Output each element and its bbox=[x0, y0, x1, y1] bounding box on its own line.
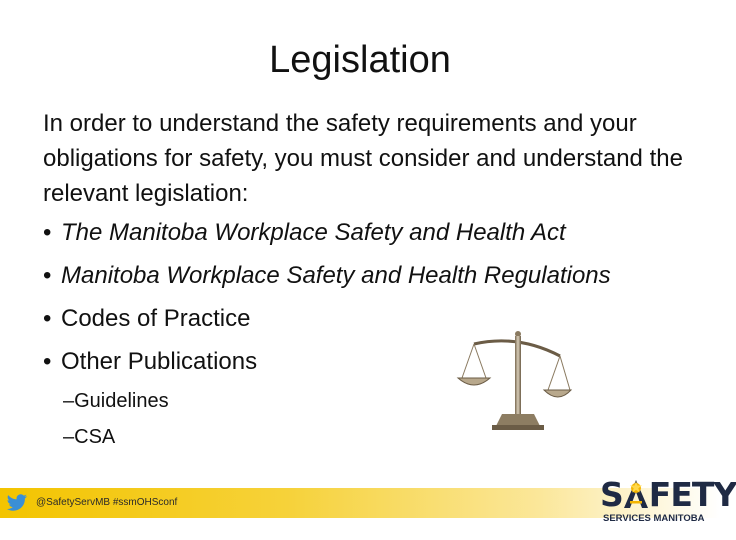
bullet-text: The Manitoba Workplace Safety and Health Act bbox=[61, 219, 566, 246]
bullet-text: Codes of Practice bbox=[61, 305, 251, 332]
footer-handle: @SafetyServMB #ssmOHSconf bbox=[36, 497, 178, 508]
bullet-text: Manitoba Workplace Safety and Health Regulations bbox=[61, 262, 611, 289]
logo-subtitle: SERVICES MANITOBA bbox=[603, 513, 705, 524]
safety-services-logo bbox=[600, 475, 736, 532]
bullet-text: Other Publications bbox=[61, 348, 258, 375]
bullet-symbol: • bbox=[43, 348, 52, 375]
bullet-item bbox=[43, 340, 703, 383]
intro-paragraph: In order to understand the safety requirements and your obligations for safety, you must consider and understand the relevant legislation: bbox=[43, 110, 683, 207]
sub-bullet-item: –CSA bbox=[63, 426, 116, 448]
bullet-item bbox=[43, 297, 703, 340]
bullet-symbol: • bbox=[43, 305, 52, 332]
bullet-symbol: • bbox=[43, 219, 52, 246]
twitter-bird-icon bbox=[6, 494, 28, 512]
bullet-item bbox=[43, 211, 703, 254]
balance-scale-icon bbox=[452, 322, 572, 432]
sub-bullet-item: –Guidelines bbox=[63, 390, 169, 412]
slide-body bbox=[43, 106, 703, 455]
logo-word-start: S bbox=[600, 475, 623, 514]
logo-a-mark-icon bbox=[623, 479, 649, 509]
logo-wordmark bbox=[600, 476, 736, 514]
bullet-symbol: • bbox=[43, 262, 52, 289]
bullet-item bbox=[43, 254, 703, 297]
logo-word-end: FETY bbox=[648, 475, 736, 514]
slide-title: Legislation bbox=[269, 39, 451, 81]
